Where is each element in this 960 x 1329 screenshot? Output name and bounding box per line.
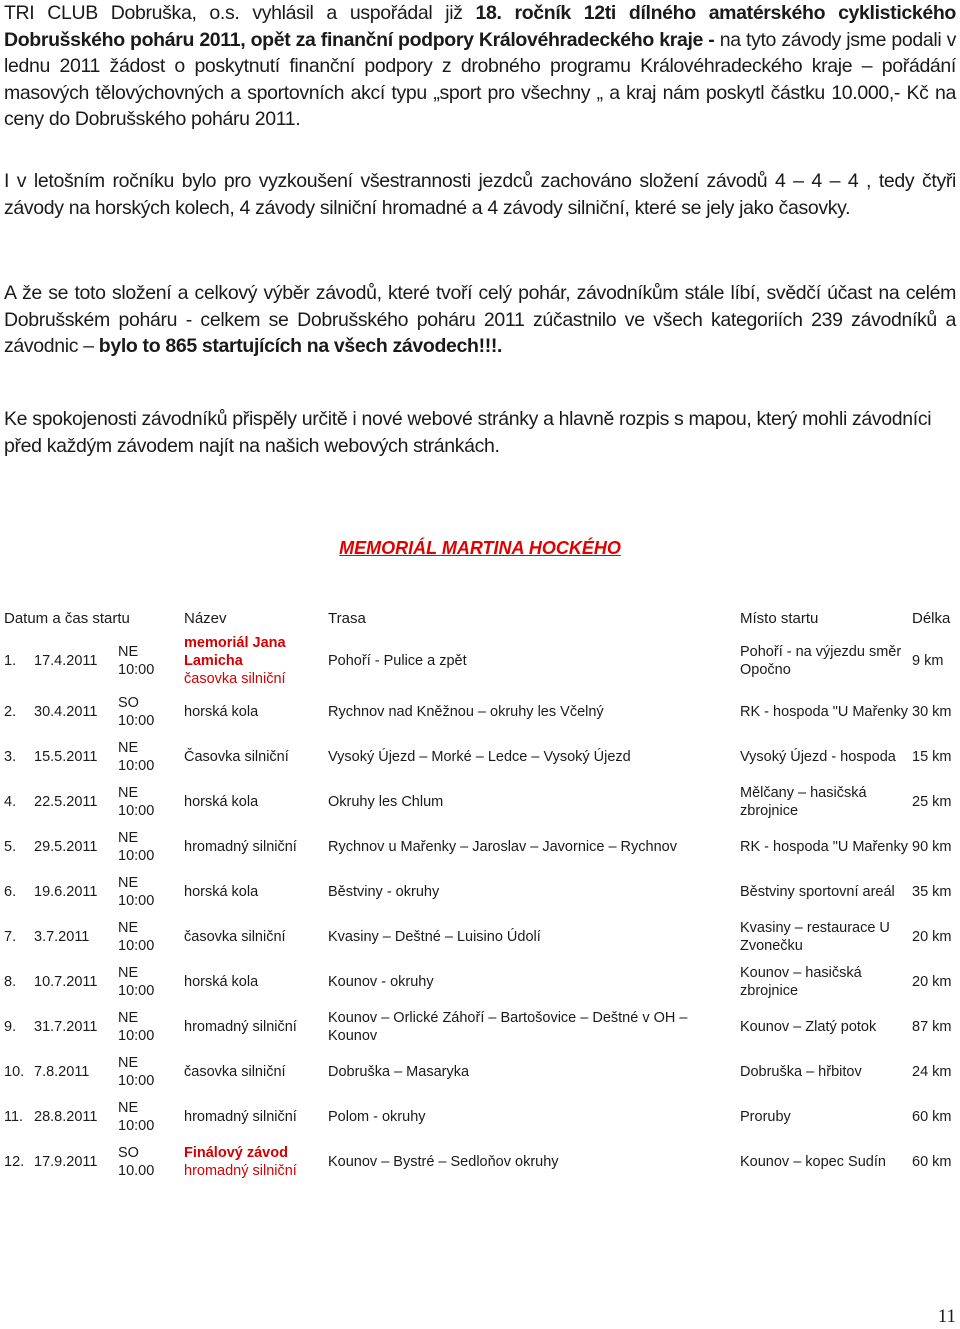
row-time: 10:00 [118, 937, 155, 954]
row-place: RK - hospoda "U Mařenky [740, 703, 908, 720]
row-time: 10:00 [118, 1117, 155, 1134]
row-length: 60 km [912, 1108, 952, 1125]
row-day-time [118, 779, 184, 824]
row-number: 11. [4, 1108, 24, 1125]
row-number: 8. [4, 973, 17, 990]
header-route: Trasa [328, 610, 366, 627]
row-length: 20 km [912, 973, 952, 990]
header-length: Délka [912, 610, 951, 627]
table-row [0, 914, 960, 959]
row-date: 28.8.2011 [34, 1108, 98, 1125]
row-length: 9 km [912, 653, 944, 669]
website-paragraph: Ke spokojenosti závodníků přispěly určitě i nové webové stránky a hlavně rozpis s mapou, který mohli závodníci před každým závodem najít na našich webových stránkách. [4, 408, 932, 457]
row-route: Okruhy les Chlum [328, 793, 444, 810]
participation-paragraph [4, 280, 956, 360]
table-row [0, 1049, 960, 1094]
row-time: 10.00 [118, 1162, 155, 1179]
row-number: 7. [4, 928, 17, 945]
row-race-title: memoriál Jana Lamicha [184, 635, 286, 669]
row-race-type: horská kola [184, 703, 259, 720]
row-race-type: horská kola [184, 883, 259, 900]
row-number: 6. [4, 883, 17, 900]
table-row [0, 689, 960, 734]
row-place: Pohoří - na výjezdu směr Opočno [740, 644, 902, 678]
row-day-time [118, 824, 184, 869]
row-race-type: hromadný silniční [184, 1018, 297, 1035]
row-name [184, 1049, 328, 1094]
row-day-time [118, 1049, 184, 1094]
row-number: 1. [4, 653, 17, 669]
row-name [184, 734, 328, 779]
intro-paragraph [4, 0, 956, 133]
table-row [0, 824, 960, 869]
row-time: 10:00 [118, 847, 155, 864]
row-day: NE [118, 644, 139, 660]
row-day: NE [118, 919, 139, 936]
row-day: NE [118, 1009, 139, 1026]
table-row [0, 869, 960, 914]
row-date: 10.7.2011 [34, 973, 98, 990]
row-length: 35 km [912, 883, 952, 900]
row-place: Kounov – hasičská zbrojnice [740, 964, 862, 999]
row-race-type: hromadný silniční [184, 838, 297, 855]
table-row [0, 734, 960, 779]
row-race-type: hromadný silniční [184, 1108, 297, 1125]
row-route: Běstviny - okruhy [328, 883, 440, 900]
table-row [0, 959, 960, 1004]
row-place: Dobruška – hřbitov [740, 1063, 862, 1080]
row-length: 90 km [912, 838, 952, 855]
row-place: Mělčany – hasičská zbrojnice [740, 784, 867, 819]
row-name [184, 869, 328, 914]
table-row [0, 633, 960, 689]
row-length: 24 km [912, 1063, 952, 1080]
table-row [0, 1004, 960, 1049]
row-name [184, 1139, 328, 1184]
row-date: 30.4.2011 [34, 703, 98, 720]
row-length: 30 km [912, 703, 952, 720]
row-day: NE [118, 1099, 139, 1116]
row-time: 10:00 [118, 1027, 155, 1044]
row-race-type: časovka silniční [184, 1063, 286, 1080]
row-number: 10. [4, 1063, 25, 1080]
row-place: Proruby [740, 1108, 791, 1125]
table-row [0, 779, 960, 824]
row-route: Kounov – Bystré – Sedloňov okruhy [328, 1153, 559, 1170]
row-place: Běstviny sportovní areál [740, 883, 895, 900]
row-number: 2. [4, 703, 17, 720]
row-route: Dobruška – Masaryka [328, 1063, 470, 1080]
intro-text-a: TRI CLUB Dobruška, o.s. vyhlásil a uspořádal již [4, 2, 476, 24]
intro-text-bold: 18. ročník 12ti dílného amatérského cyklistického Dobrušského poháru 2011, opět za finanční podpory Královéhradeckého kraje - [4, 2, 956, 51]
row-number: 9. [4, 1018, 17, 1035]
row-day-time [118, 1004, 184, 1049]
row-route: Rychnov nad Kněžnou – okruhy les Včelný [328, 703, 604, 720]
table-row [0, 1094, 960, 1139]
row-date: 3.7.2011 [34, 928, 90, 945]
header-date: Datum a čas startu [4, 610, 130, 627]
row-number: 5. [4, 838, 17, 855]
row-time: 10:00 [118, 757, 155, 774]
row-place: Vysoký Újezd - hospoda [740, 748, 896, 765]
row-name [184, 633, 328, 689]
row-date: 15.5.2011 [34, 748, 98, 765]
row-race-type: horská kola [184, 973, 259, 990]
row-date: 19.6.2011 [34, 883, 98, 900]
row-day-time [118, 689, 184, 734]
row-route: Kvasiny – Deštné – Luisino Údolí [328, 928, 541, 945]
row-day-time [118, 734, 184, 779]
row-day-time [118, 1094, 184, 1139]
intro-text-c: na tyto závody jsme podali v lednu 2011 žádost o poskytnutí finanční podpory z drobného programu Královéhradeckého kraje – pořádání masových tělovýchovných a sportovních akcí typu „sport pro všechny „ a kraj nám poskytl částku 10.000,- Kč na ceny do Dobrušského poháru 2011. [4, 28, 956, 130]
row-name [184, 959, 328, 1004]
row-name [184, 779, 328, 824]
row-day-time [118, 869, 184, 914]
row-race-type: časovka silniční [184, 671, 286, 687]
row-day-time [118, 914, 184, 959]
row-date: 17.9.2011 [34, 1153, 98, 1170]
row-day-time [118, 959, 184, 1004]
row-length: 20 km [912, 928, 952, 945]
row-race-type: časovka silniční [184, 928, 286, 945]
row-time: 10:00 [118, 712, 155, 729]
row-race-title: Finálový závod [184, 1144, 288, 1161]
row-place: RK - hospoda "U Mařenky [740, 838, 908, 855]
row-place: Kounov – Zlatý potok [740, 1018, 877, 1035]
row-name [184, 1094, 328, 1139]
table-row [0, 1139, 960, 1184]
row-time: 10:00 [118, 982, 155, 999]
row-number: 12. [4, 1153, 25, 1170]
row-race-type: horská kola [184, 793, 259, 810]
row-day: NE [118, 829, 139, 846]
row-route: Pohoří - Pulice a zpět [328, 653, 467, 669]
row-day: SO [118, 694, 139, 711]
row-race-type: Časovka silniční [184, 748, 289, 765]
row-race-type: hromadný silniční [184, 1162, 297, 1179]
row-time: 10:00 [118, 1072, 155, 1089]
composition-paragraph: I v letošním ročníku bylo pro vyzkoušení všestrannosti jezdců zachováno složení závodů 4 – 4 – 4 , tedy čtyři závody na horských kolech, 4 závody silniční hromadné a 4 závody silniční, které se jely jako časovky. [4, 170, 956, 219]
row-date: 22.5.2011 [34, 793, 98, 810]
row-place: Kounov – kopec Sudín [740, 1153, 886, 1170]
row-day-time [118, 1139, 184, 1184]
row-name [184, 689, 328, 734]
row-route: Rychnov u Mařenky – Jaroslav – Javornice – Rychnov [328, 838, 677, 855]
row-number: 3. [4, 748, 17, 765]
row-length: 87 km [912, 1018, 952, 1035]
row-date: 17.4.2011 [34, 653, 98, 669]
row-date: 31.7.2011 [34, 1018, 98, 1035]
row-day: NE [118, 1054, 139, 1071]
row-day: SO [118, 1144, 139, 1161]
row-route: Vysoký Újezd – Morké – Ledce – Vysoký Újezd [328, 748, 631, 765]
row-name [184, 1004, 328, 1049]
row-route: Polom - okruhy [328, 1108, 426, 1125]
row-time: 10:00 [118, 802, 155, 819]
row-date: 7.8.2011 [34, 1063, 90, 1080]
row-length: 15 km [912, 748, 952, 765]
row-number: 4. [4, 793, 17, 810]
row-day-time [118, 633, 184, 689]
row-day: NE [118, 964, 139, 981]
row-length: 25 km [912, 793, 952, 810]
row-name [184, 914, 328, 959]
participation-text: A že se toto složení a celkový výběr závodů, které tvoří celý pohár, závodníkům stále líbí, svědčí účast na celém Dobrušském poháru - celkem se Dobrušského poháru 2011 zúčastnilo ve všech kategoriích 239 závodníků a závodnic – [4, 282, 956, 357]
memorial-heading: MEMORIÁL MARTINA HOCKÉHO [339, 538, 621, 558]
page-number: 11 [937, 1306, 956, 1327]
row-time: 10:00 [118, 662, 155, 678]
row-name [184, 824, 328, 869]
row-time: 10:00 [118, 892, 155, 909]
row-day: NE [118, 874, 139, 891]
row-place: Kvasiny – restaurace U Zvonečku [740, 919, 890, 954]
row-route: Kounov - okruhy [328, 973, 434, 990]
header-place: Místo startu [740, 610, 819, 627]
row-route: Kounov – Orlické Záhoří – Bartošovice – Deštné v OH – Kounov [328, 1009, 688, 1044]
participation-bold: bylo to 865 startujících na všech závodech!!!. [98, 335, 503, 357]
row-length: 60 km [912, 1153, 952, 1170]
row-day: NE [118, 784, 139, 801]
race-schedule-table [0, 605, 960, 1184]
row-day: NE [118, 739, 139, 756]
row-date: 29.5.2011 [34, 838, 98, 855]
table-header-row [0, 605, 960, 633]
header-name: Název [184, 610, 227, 627]
